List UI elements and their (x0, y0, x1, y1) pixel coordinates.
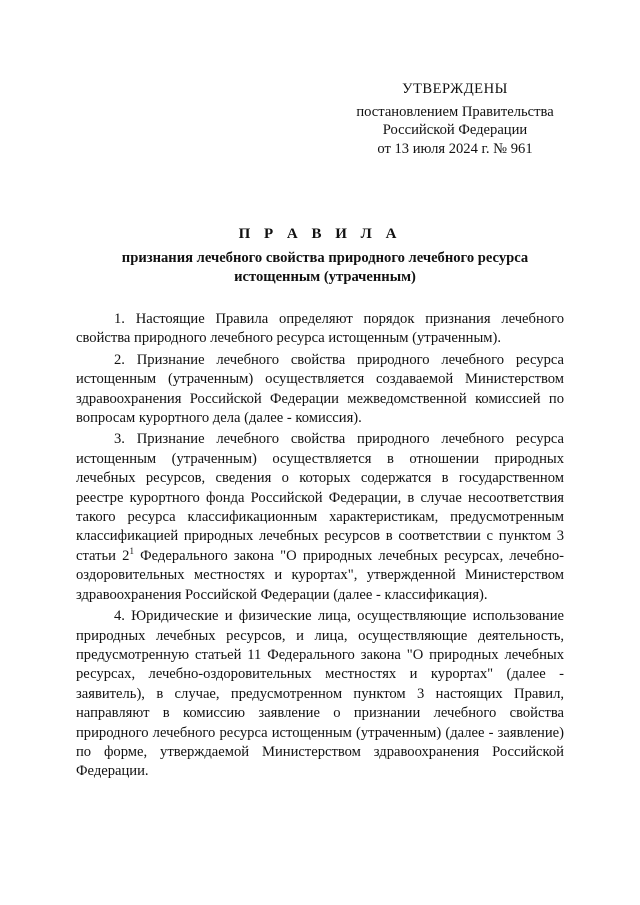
paragraph-3-superscript: 1 (129, 546, 134, 557)
approval-heading: УТВЕРЖДЕНЫ (402, 81, 508, 97)
approval-line-3: от 13 июля 2024 г. № 961 (377, 140, 533, 157)
paragraph-3-part-1: 3. Признание лечебного свойства природного лечебного ресурса истощенным (утраченным) осуществляется в отношении природных лечебных ресурсов, сведения о которых содержатся в государственном реестре курортного фонда Российской Федерации, в случае несоответствия такого ресурса классификационным характеристикам, предусмотренным классификацией природных лечебных ресурсов в соответствии с пунктом 3 статьи 2 (76, 431, 564, 564)
paragraph-2: 2. Признание лечебного свойства природного лечебного ресурса истощенным (утраченным) осуществляется создаваемой Министерством здравоохранения Российской Федерации межведомственной комиссией по вопросам курортного дела (далее - комиссия). (76, 351, 564, 427)
document-body (76, 310, 564, 784)
document-title: П Р А В И Л А (238, 226, 402, 242)
paragraph-3 (76, 430, 564, 605)
approval-line-2: Российской Федерации (382, 122, 528, 138)
approval-line-1: постановлением Правительства (356, 103, 554, 120)
paragraph-4: 4. Юридические и физические лица, осуществляющие использование природных лечебных ресурсов, и лица, осуществляющие деятельность, предусмотренную статьей 11 Федерального закона "О природных лечебных ресурсах, лечебно-оздоровительных местностях и курортах" (далее - заявитель), в случае, предусмотренном пунктом 3 настоящих Правил, направляют в комиссию заявление о признании лечебного свойства природного лечебного ресурса истощенным (утраченным) (далее - заявление) по форме, утверждаемой Министерством здравоохранения Российской Федерации. (76, 608, 564, 780)
approval-block (330, 80, 580, 158)
paragraph-1: 1. Настоящие Правила определяют порядок признания лечебного свойства природного лечебного ресурса истощенным (утраченным). (76, 311, 564, 347)
document-subtitle: признания лечебного свойства природного лечебного ресурса истощенным (утраченным) (121, 250, 529, 285)
paragraph-3-part-2: Федерального закона "О природных лечебных ресурсах, лечебно-оздоровительных местностях и курортах", утвержденной Министерством здравоохранения Российской Федерации (далее - классификация). (76, 547, 564, 603)
